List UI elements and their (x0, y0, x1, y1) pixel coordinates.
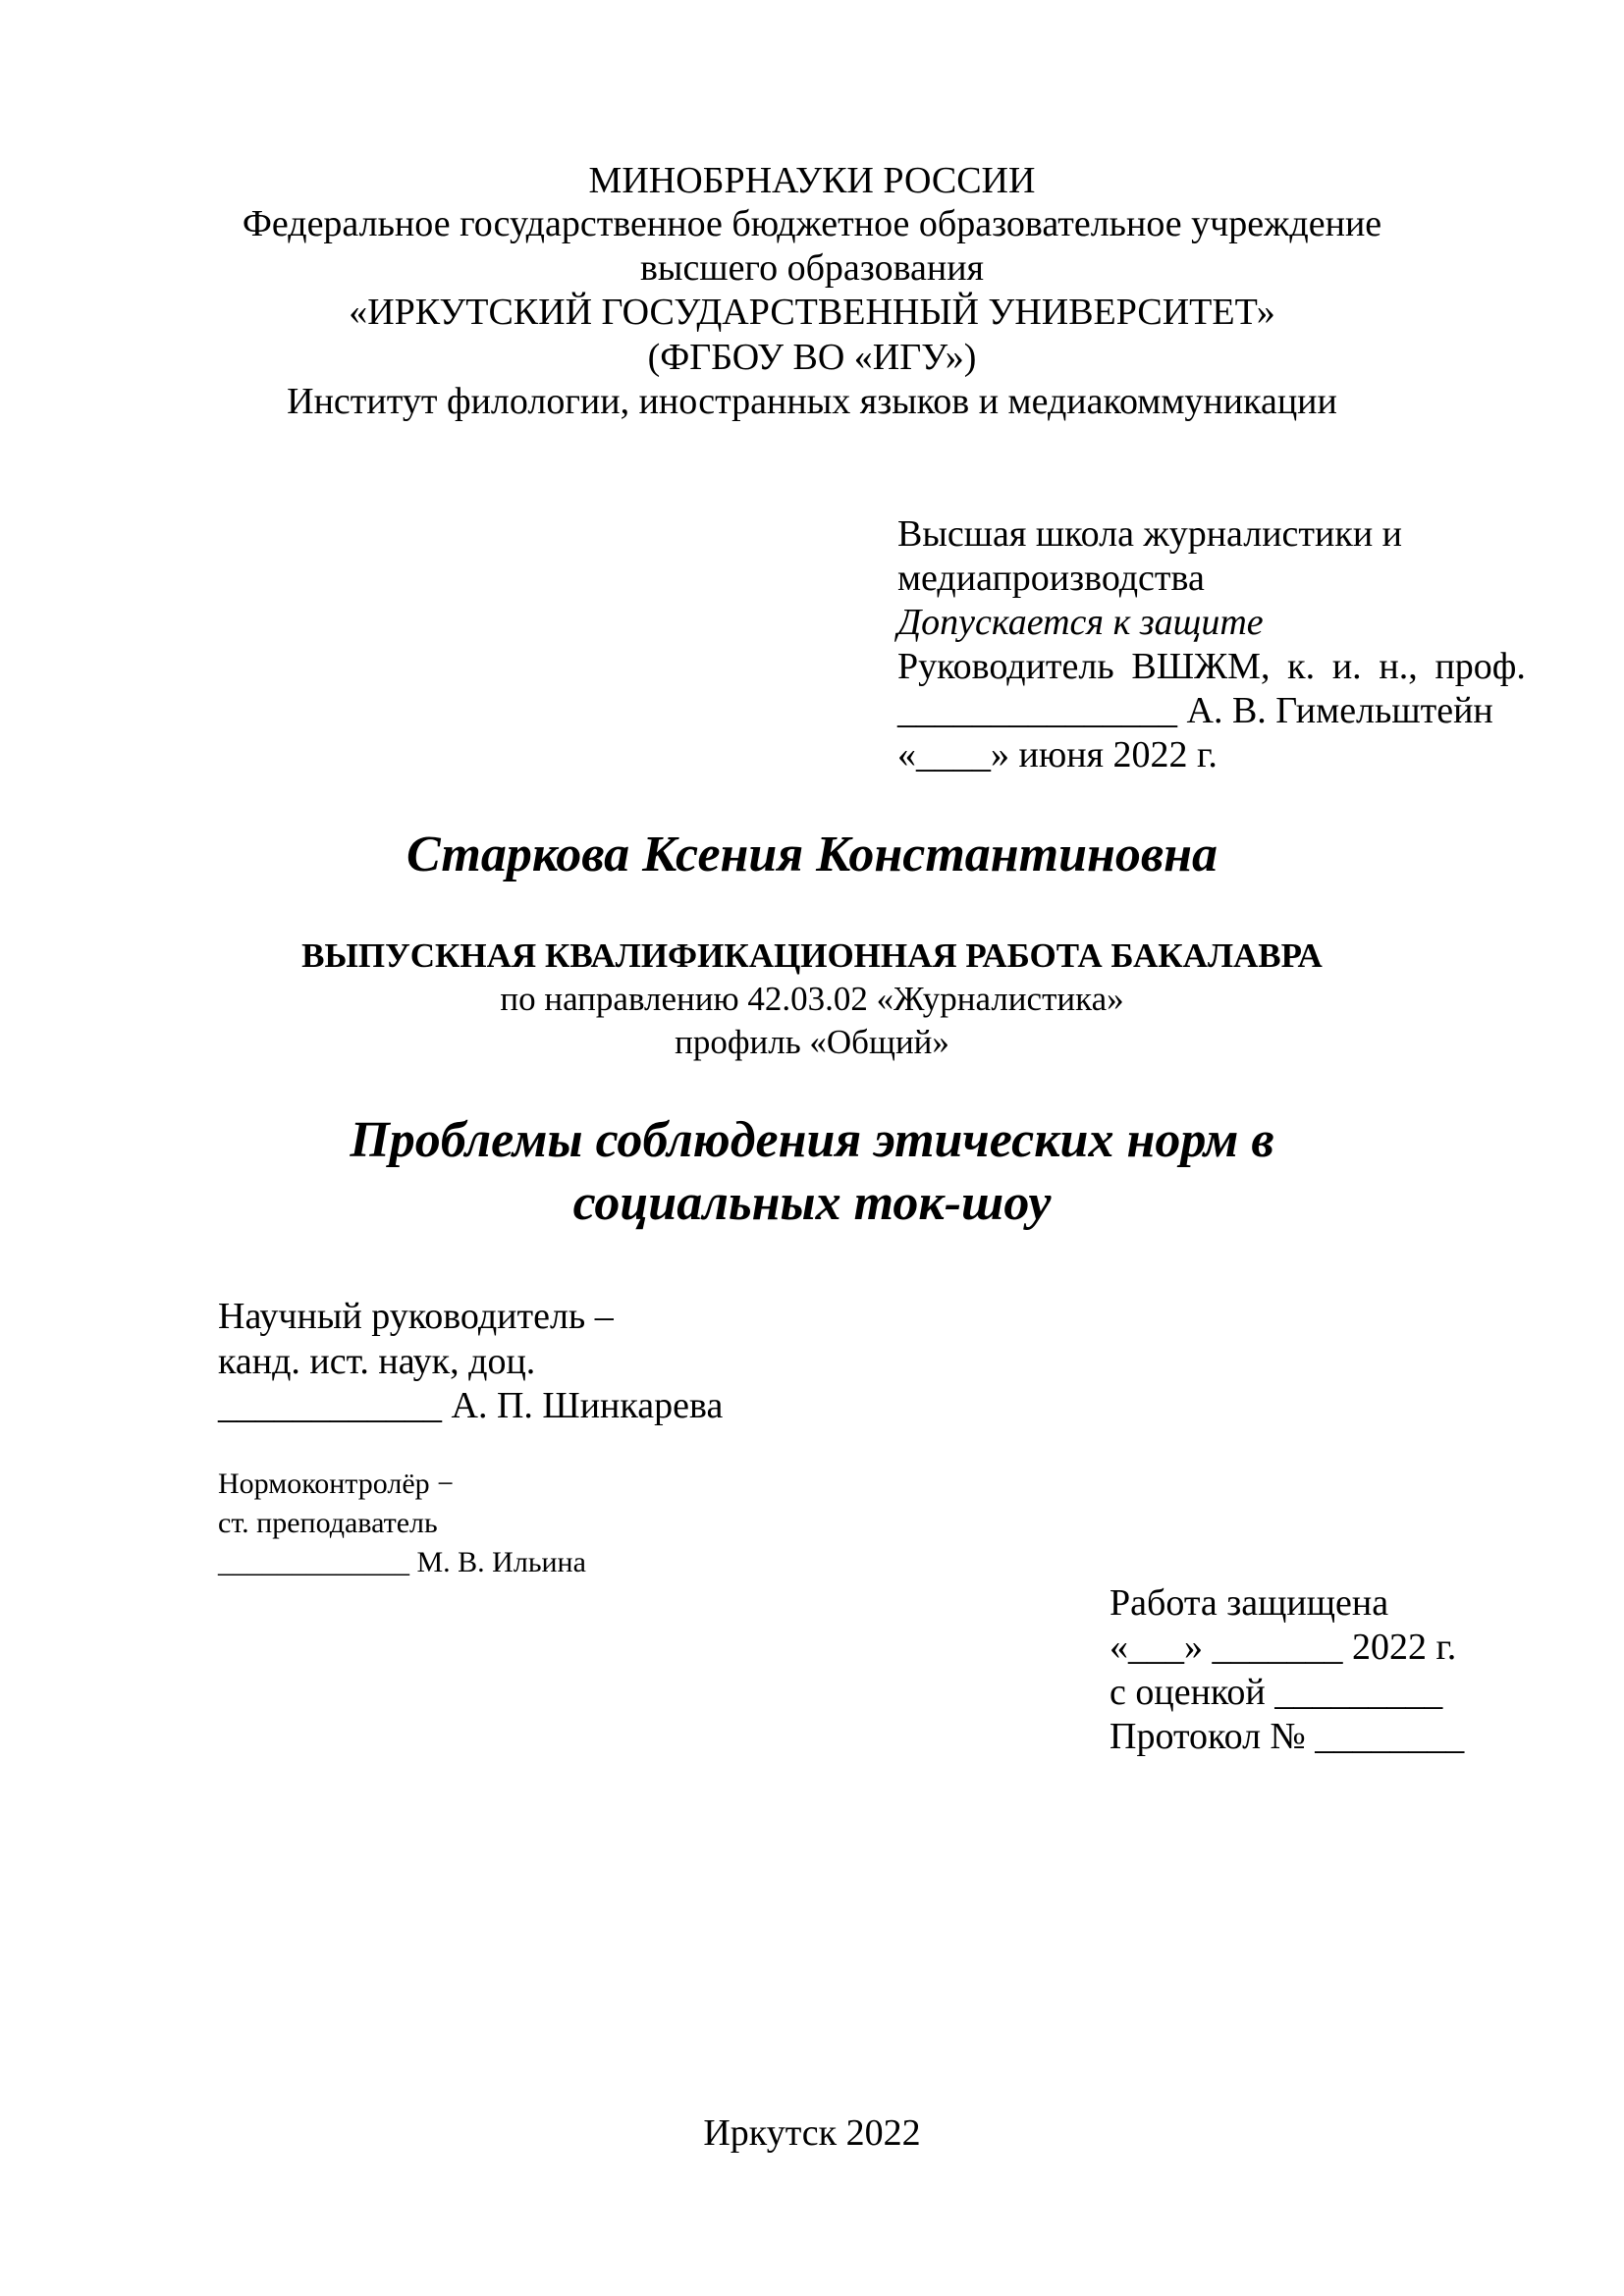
head-word: проф. (1435, 646, 1526, 687)
topic-line-1: Проблемы соблюдения этических норм в (350, 1112, 1274, 1168)
work-profile: профиль «Общий» (675, 1023, 949, 1061)
head-word: Руководитель (897, 646, 1114, 687)
city-year: Иркутск 2022 (703, 2112, 921, 2154)
institution-line-1: Федеральное государственное бюджетное образовательное учреждение (242, 203, 1382, 244)
institution-line-2: высшего образования (639, 247, 985, 289)
normcontrol-role: Нормоконтролёр − (218, 1468, 455, 1500)
approval-date: «____» июня 2022 г. (897, 734, 1218, 775)
normcontrol-signature: _____________ М. В. Ильина (218, 1546, 586, 1578)
author-name: Старкова Ксения Константиновна (406, 827, 1218, 882)
university-abbreviation: (ФГБОУ ВО «ИГУ») (647, 337, 977, 378)
ministry-name: МИНОБРНАУКИ РОССИИ (588, 160, 1036, 201)
university-name: «ИРКУТСКИЙ ГОСУДАРСТВЕННЫЙ УНИВЕРСИТЕТ» (349, 292, 1275, 333)
work-direction: по направлению 42.03.02 «Журналистика» (500, 980, 1124, 1018)
normcontrol-position: ст. преподаватель (218, 1507, 438, 1539)
school-name-line-2: медиапроизводства (897, 558, 1205, 599)
defense-protocol: Протокол № ________ (1110, 1716, 1465, 1757)
admitted-to-defense: Допускается к защите (897, 602, 1264, 643)
head-word: и. (1331, 646, 1362, 687)
defense-status: Работа защищена (1110, 1582, 1389, 1624)
topic-line-2: социальных ток-шоу (572, 1175, 1052, 1231)
head-word: ВШЖМ, (1131, 646, 1271, 687)
institute-name: Институт филологии, иностранных языков и медиакоммуникации (287, 381, 1337, 422)
work-type: ВЫПУСКНАЯ КВАЛИФИКАЦИОННАЯ РАБОТА БАКАЛАВРА (301, 936, 1323, 975)
head-signature: _______________ А. В. Гимельштейн (897, 690, 1493, 731)
head-word: н., (1379, 646, 1418, 687)
supervisor-role: Научный руководитель – (218, 1296, 614, 1337)
defense-grade: с оценкой _________ (1110, 1672, 1443, 1713)
supervisor-degree: канд. ист. наук, доц. (218, 1341, 536, 1382)
head-of-school-line (897, 648, 1526, 685)
head-word: к. (1287, 646, 1316, 687)
school-name-line-1: Высшая школа журналистики и (897, 513, 1403, 555)
supervisor-signature: ____________ А. П. Шинкарева (218, 1385, 724, 1426)
defense-date: «___» _______ 2022 г. (1110, 1627, 1457, 1668)
